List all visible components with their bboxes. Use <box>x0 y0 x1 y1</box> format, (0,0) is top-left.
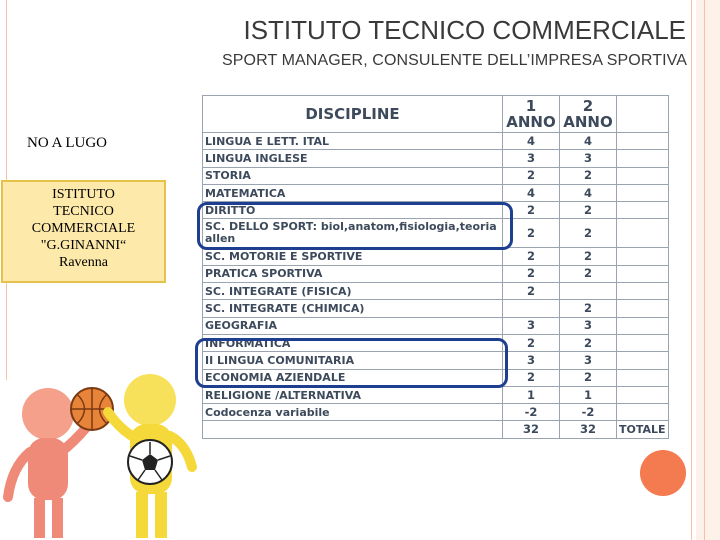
discipline-cell: STORIA <box>203 167 503 184</box>
year-2-cell: 2 <box>560 334 617 351</box>
year-1-cell <box>503 300 560 317</box>
year-1-cell: 3 <box>503 317 560 334</box>
year-2-cell: 2 <box>560 167 617 184</box>
header-year-1: 1 ANNO <box>503 96 560 133</box>
total-cell <box>617 202 669 219</box>
table-row <box>203 167 669 184</box>
year-2-cell: 2 <box>560 202 617 219</box>
highlight-box-informatica-lingua <box>195 338 508 388</box>
year-2-cell: -2 <box>560 404 617 421</box>
year-2-cell: 2 <box>560 300 617 317</box>
total-cell <box>617 167 669 184</box>
slide-title: ISTITUTO TECNICO COMMERCIALE <box>243 15 686 45</box>
year-2-cell: 2 <box>560 248 617 265</box>
total-cell <box>617 386 669 403</box>
header-empty <box>617 96 669 133</box>
school-line: COMMERCIALE <box>31 221 136 236</box>
year-2-cell: 4 <box>560 184 617 201</box>
total-cell <box>617 404 669 421</box>
discipline-cell: DIRITTO <box>203 202 503 219</box>
school-line: ISTITUTO <box>52 187 115 202</box>
year-2-cell: 2 <box>560 265 617 282</box>
year-2-cell: 4 <box>560 133 617 150</box>
table-row <box>203 265 669 282</box>
discipline-cell <box>203 421 503 438</box>
total-cell <box>617 369 669 386</box>
school-line: TECNICO <box>53 204 114 219</box>
year-1-cell: 3 <box>503 352 560 369</box>
table-row <box>203 404 669 421</box>
year-1-cell: -2 <box>503 404 560 421</box>
year-1-cell: 2 <box>503 167 560 184</box>
soccer-ball-icon <box>128 440 172 484</box>
total-cell <box>617 184 669 201</box>
discipline-cell: II LINGUA COMUNITARIA <box>203 352 503 369</box>
total-cell: TOTALE <box>617 421 669 438</box>
accent-circle <box>640 450 686 496</box>
total-cell <box>617 300 669 317</box>
school-name-box <box>1 180 166 283</box>
table-row <box>203 317 669 334</box>
cartoon-athletes-illustration <box>0 372 200 540</box>
year-1-cell: 2 <box>503 219 560 248</box>
year-2-cell: 1 <box>560 386 617 403</box>
right-border-line-2 <box>704 0 705 540</box>
total-cell <box>617 248 669 265</box>
total-cell <box>617 133 669 150</box>
year-2-cell <box>560 283 617 300</box>
discipline-cell: MATEMATICA <box>203 184 503 201</box>
year-2-cell: 3 <box>560 317 617 334</box>
year-2-cell: 2 <box>560 369 617 386</box>
year-1-cell: 2 <box>503 334 560 351</box>
slide-subtitle: SPORT MANAGER, CONSULENTE DELL’IMPRESA SPORTIVA <box>222 52 687 69</box>
year-1-cell: 2 <box>503 248 560 265</box>
year-1-cell: 2 <box>503 202 560 219</box>
header-discipline: DISCIPLINE <box>203 96 503 133</box>
school-line: "G.GINANNI“ <box>40 238 127 253</box>
location-note: NO A LUGO <box>27 135 108 151</box>
discipline-cell: LINGUA E LETT. ITAL <box>203 133 503 150</box>
discipline-cell: INFORMATICA <box>203 334 503 351</box>
discipline-cell: RELIGIONE /ALTERNATIVA <box>203 386 503 403</box>
year-1-cell: 32 <box>503 421 560 438</box>
right-border-line <box>691 0 692 540</box>
discipline-cell: SC. INTEGRATE (FISICA) <box>203 283 503 300</box>
discipline-cell: SC. INTEGRATE (CHIMICA) <box>203 300 503 317</box>
year-1-cell: 2 <box>503 283 560 300</box>
total-cell <box>617 334 669 351</box>
right-decorative-band <box>696 0 720 540</box>
table-row <box>203 386 669 403</box>
discipline-cell: Codocenza variabile <box>203 404 503 421</box>
discipline-cell: SC. DELLO SPORT: biol,anatom,fisiologia,teoria allen <box>203 219 503 248</box>
table-row <box>203 421 669 438</box>
year-2-cell: 3 <box>560 150 617 167</box>
header-year-2: 2 ANNO <box>560 96 617 133</box>
discipline-cell: GEOGRAFIA <box>203 317 503 334</box>
total-cell <box>617 317 669 334</box>
discipline-cell: LINGUA INGLESE <box>203 150 503 167</box>
year-2-cell: 3 <box>560 352 617 369</box>
discipline-cell: PRATICA SPORTIVA <box>203 265 503 282</box>
school-line: Ravenna <box>59 255 108 270</box>
total-cell <box>617 219 669 248</box>
year-1-cell: 4 <box>503 184 560 201</box>
table-row <box>203 150 669 167</box>
total-cell <box>617 283 669 300</box>
total-cell <box>617 265 669 282</box>
table-row <box>203 184 669 201</box>
total-cell <box>617 352 669 369</box>
table-row <box>203 133 669 150</box>
year-1-cell: 4 <box>503 133 560 150</box>
table-row <box>203 248 669 265</box>
discipline-cell: ECONOMIA AZIENDALE <box>203 369 503 386</box>
year-2-cell: 2 <box>560 219 617 248</box>
year-1-cell: 3 <box>503 150 560 167</box>
table-row <box>203 283 669 300</box>
total-cell <box>617 150 669 167</box>
year-2-cell: 32 <box>560 421 617 438</box>
table-header-row <box>203 96 669 133</box>
highlight-box-diritto-sport <box>197 202 513 250</box>
year-1-cell: 2 <box>503 369 560 386</box>
table-row <box>203 300 669 317</box>
discipline-cell: SC. MOTORIE E SPORTIVE <box>203 248 503 265</box>
year-1-cell: 1 <box>503 386 560 403</box>
year-1-cell: 2 <box>503 265 560 282</box>
